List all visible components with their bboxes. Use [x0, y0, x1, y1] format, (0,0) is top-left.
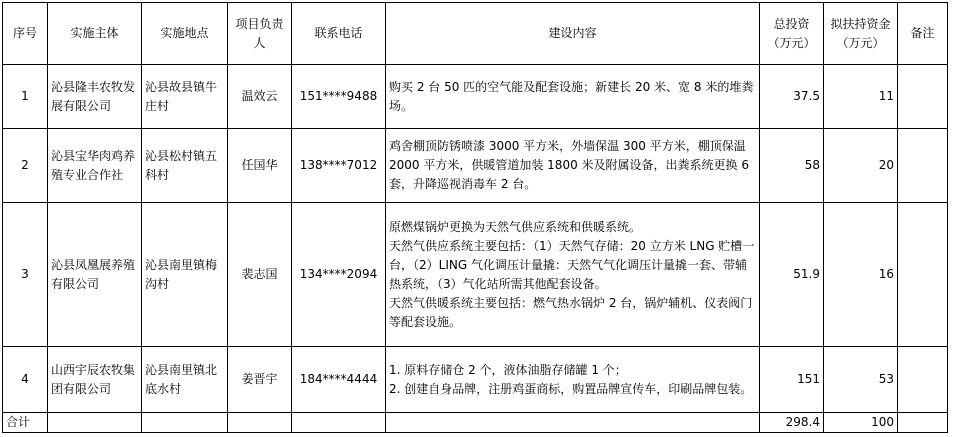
header-location: 实施地点	[142, 3, 228, 65]
total-investment: 298.4	[760, 413, 824, 433]
header-content: 建设内容	[386, 3, 760, 65]
cell-total-investment: 51.9	[760, 203, 824, 347]
cell-content	[386, 203, 760, 347]
cell-phone: 151****9488	[292, 65, 386, 129]
total-empty-cell	[386, 413, 760, 433]
table-row	[3, 203, 948, 347]
cell-remarks	[898, 203, 948, 347]
total-support-funds: 100	[824, 413, 898, 433]
cell-content	[386, 347, 760, 413]
cell-seq: 1	[3, 65, 48, 129]
content-paragraph: 天然气供暖系统主要包括：燃气热水锅炉 2 台，锅炉辅机、仪表阀门等配套设施。	[389, 295, 753, 329]
cell-remarks	[898, 129, 948, 203]
table-row	[3, 65, 948, 129]
total-empty-cell	[228, 413, 292, 433]
cell-manager: 姜晋宇	[228, 347, 292, 413]
header-phone: 联系电话	[292, 3, 386, 65]
cell-seq: 4	[3, 347, 48, 413]
header-manager: 项目负责人	[228, 3, 292, 65]
content-paragraph: 购买 2 台 50 匹的空气能及配套设施；新建长 20 米、宽 8 米的堆粪场。	[389, 79, 754, 113]
cell-location: 沁县松村镇五科村	[142, 129, 228, 203]
cell-entity: 沁县凤凰展养殖有限公司	[48, 203, 142, 347]
cell-total-investment: 151	[760, 347, 824, 413]
project-table	[2, 2, 948, 433]
cell-seq: 3	[3, 203, 48, 347]
header-remarks: 备注	[898, 3, 948, 65]
cell-entity: 山西宇辰农牧集团有限公司	[48, 347, 142, 413]
cell-remarks	[898, 65, 948, 129]
cell-seq: 2	[3, 129, 48, 203]
cell-manager: 温效云	[228, 65, 292, 129]
total-empty-cell	[142, 413, 228, 433]
cell-phone: 138****7012	[292, 129, 386, 203]
total-row	[3, 413, 948, 433]
cell-support-funds: 16	[824, 203, 898, 347]
cell-manager: 任国华	[228, 129, 292, 203]
cell-location: 沁县南里镇梅沟村	[142, 203, 228, 347]
total-label: 合计	[3, 413, 48, 433]
content-paragraph: 鸡舍棚顶防锈喷漆 3000 平方米，外墙保温 300 平方米，棚顶保温 2000 平方米，供暖管道加装 1800 米及附属设备，出粪系统更换 6 套，升降巡视消毒车 2 台。	[389, 139, 749, 191]
header-entity: 实施主体	[48, 3, 142, 65]
cell-content	[386, 65, 760, 129]
cell-total-investment: 37.5	[760, 65, 824, 129]
cell-phone: 184****4444	[292, 347, 386, 413]
cell-support-funds: 11	[824, 65, 898, 129]
cell-phone: 134****2094	[292, 203, 386, 347]
header-seq: 序号	[3, 3, 48, 65]
cell-support-funds: 20	[824, 129, 898, 203]
content-paragraph: 原燃煤锅炉更换为天然气供应系统和供暖系统。	[389, 219, 642, 234]
cell-total-investment: 58	[760, 129, 824, 203]
cell-entity: 沁县宝华肉鸡养殖专业合作社	[48, 129, 142, 203]
content-paragraph: 天然气供应系统主要包括：（1）天然气存储：20 立方米 LNG 贮槽一台，（2）LING 气化调压计量撬：天然气气化调压计量撬一套、带辅热系统，（3）气化站所需其他配套设备。	[389, 238, 755, 291]
header-row	[3, 3, 948, 65]
table-row	[3, 129, 948, 203]
content-paragraph: 2. 创建自身品牌，注册鸡蛋商标，购置品牌宣传车，印刷品牌包装。	[389, 381, 753, 396]
content-paragraph: 1. 原料存储仓 2 个，液体油脂存储罐 1 个；	[389, 362, 627, 377]
cell-entity: 沁县隆丰农牧发展有限公司	[48, 65, 142, 129]
header-total-investment: 总投资（万元）	[760, 3, 824, 65]
cell-remarks	[898, 347, 948, 413]
cell-manager: 裴志国	[228, 203, 292, 347]
header-support-funds: 拟扶持资金（万元）	[824, 3, 898, 65]
total-empty-cell	[292, 413, 386, 433]
cell-location: 沁县故县镇牛庄村	[142, 65, 228, 129]
total-empty-cell	[898, 413, 948, 433]
cell-content	[386, 129, 760, 203]
cell-support-funds: 53	[824, 347, 898, 413]
table-row	[3, 347, 948, 413]
cell-location: 沁县南里镇北底水村	[142, 347, 228, 413]
total-empty-cell	[48, 413, 142, 433]
